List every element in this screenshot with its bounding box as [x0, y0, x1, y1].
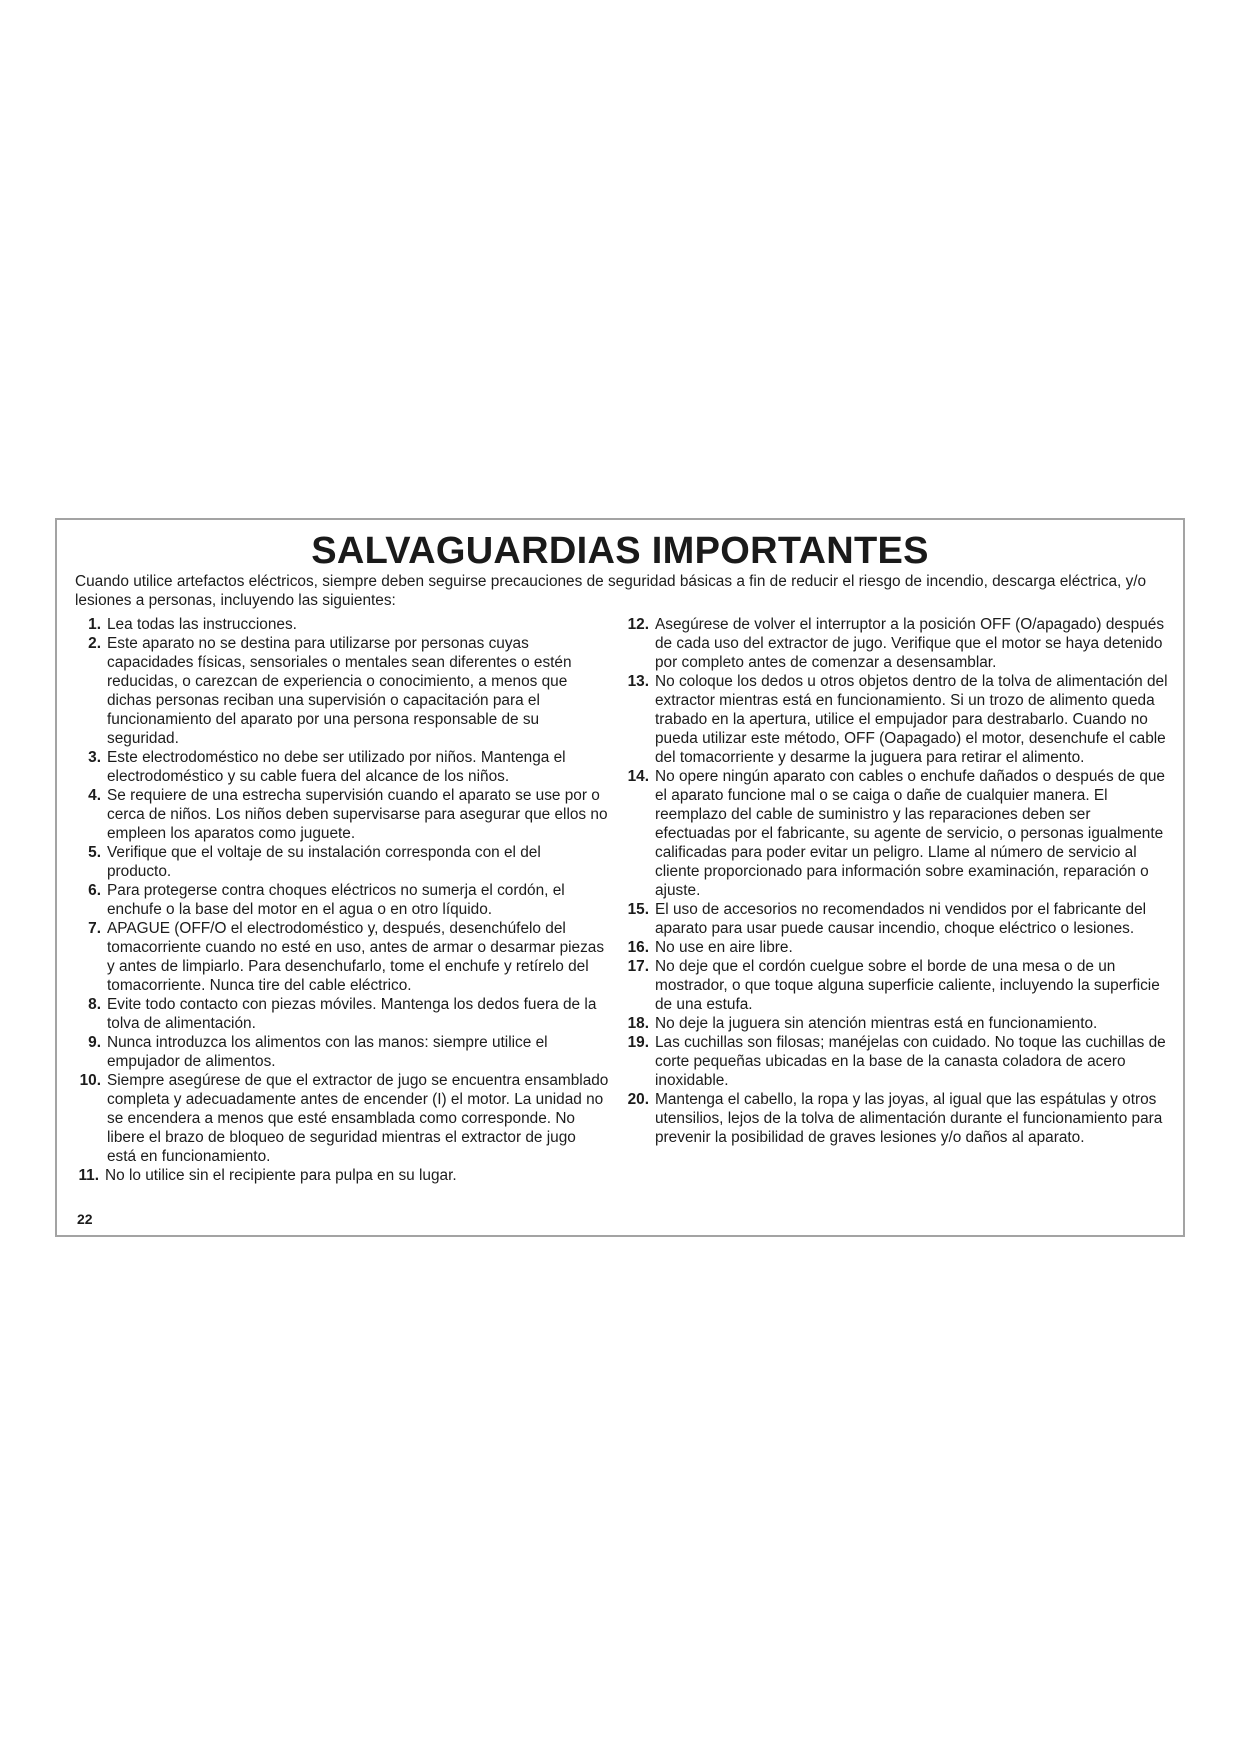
intro-paragraph: Cuando utilice artefactos eléctricos, siempre deben seguirse precauciones de seguridad básicas a fin de reducir el riesgo de incendio, descarga eléctrica, y/o lesiones a personas, incluyendo las siguientes:: [75, 573, 1147, 609]
list-item: [621, 1090, 1169, 1147]
item-number: 12.: [627, 616, 649, 633]
item-number: 19.: [627, 1034, 649, 1051]
list-item: [621, 615, 1169, 672]
item-text: Mantenga el cabello, la ropa y las joyas, al igual que las espátulas y otros utensilios, lejos de la tolva de alimentación durante el funcionamiento para prevenir la posibilidad de graves lesiones y/o daños al aparato.: [655, 1091, 1163, 1146]
list-item: [621, 767, 1169, 900]
item-text: No lo utilice sin el recipiente para pulpa en su lugar.: [105, 1167, 457, 1184]
item-text: Siempre asegúrese de que el extractor de jugo se encuentra ensamblado completa y adecuadamente antes de encender (I) el motor. La unidad no se encendera a menos que esté ensamblada como corresponde. No libere el brazo de bloqueo de seguridad mientras el extractor de jugo está en funcionamiento.: [107, 1072, 609, 1165]
list-item: [73, 615, 609, 634]
list-item: [73, 634, 609, 748]
item-number: 20.: [627, 1091, 649, 1108]
item-number: 11.: [78, 1167, 99, 1184]
list-item: [73, 1166, 609, 1185]
item-number: 17.: [627, 958, 649, 975]
list-item: [621, 1033, 1169, 1090]
item-number: 9.: [88, 1034, 101, 1051]
item-text: No coloque los dedos u otros objetos dentro de la tolva de alimentación del extractor mientras está en funcionamiento. Si un trozo de alimento queda trabado en la apertura, utilice el empujador para destrabarlo. Cuando no pueda utilizar este método, OFF (Oapagado) el motor, desenchufe el cable del tomacorriente y desarme la juguera para retirar el alimento.: [655, 673, 1168, 766]
item-number: 7.: [88, 920, 101, 937]
item-number: 14.: [627, 768, 649, 785]
item-text: APAGUE (OFF/O el electrodoméstico y, después, desenchúfelo del tomacorriente cuando no esté en uso, antes de armar o desarmar piezas y antes de limpiarlo. Para desenchufarlo, tome el enchufe y retírelo del tomacorriente. Nunca tire del cable eléctrico.: [107, 920, 605, 994]
item-number: 16.: [627, 939, 649, 956]
list-item: [73, 1033, 609, 1071]
list-item: [73, 1071, 609, 1166]
item-text: Se requiere de una estrecha supervisión cuando el aparato se use por o cerca de niños. Los niños deben supervisarse para asegurar que ellos no empleen los aparatos como juguete.: [107, 787, 608, 842]
list-item: [621, 938, 1169, 957]
item-number: 6.: [88, 882, 101, 899]
item-text: Este electrodoméstico no debe ser utilizado por niños. Mantenga el electrodoméstico y su cable fuera del alcance de los niños.: [107, 749, 566, 785]
item-text: Este aparato no se destina para utilizarse por personas cuyas capacidades físicas, sensoriales o mentales sean diferentes o estén reducidas, o carezcan de experiencia o conocimiento, a menos que dichas personas reciban una supervisión o capacitación para el funcionamiento del aparato por una persona responsable de su seguridad.: [107, 635, 572, 747]
item-text: El uso de accesorios no recomendados ni vendidos por el fabricante del aparato para usar puede causar incendio, choque eléctrico o lesiones.: [655, 901, 1147, 937]
item-text: No use en aire libre.: [655, 939, 793, 956]
item-text: Evite todo contacto con piezas móviles. Mantenga los dedos fuera de la tolva de alimentación.: [107, 996, 597, 1032]
item-text: No deje que el cordón cuelgue sobre el borde de una mesa o de un mostrador, o que toque alguna superficie caliente, incluyendo la superficie de una estufa.: [655, 958, 1160, 1013]
list-item: [73, 881, 609, 919]
item-number: 15.: [627, 901, 649, 918]
list-item: [621, 900, 1169, 938]
list-item: [621, 672, 1169, 767]
item-text: No opere ningún aparato con cables o enchufe dañados o después de que el aparato funcione mal o se caiga o dañe de cualquier manera. El reemplazo del cable de suministro y las reparaciones deben ser efectuadas por el fabricante, su agente de servicio, o personas igualmente calificadas para poder evitar un peligro. Llame al número de servicio al cliente proporcionado para información sobre examinación, reparación o ajuste.: [655, 768, 1165, 899]
item-number: 4.: [88, 787, 101, 804]
right-column: [621, 615, 1169, 1147]
item-number: 18.: [627, 1015, 649, 1032]
item-text: Para protegerse contra choques eléctricos no sumerja el cordón, el enchufe o la base del motor en el agua o en otro líquido.: [107, 882, 565, 918]
list-item: [73, 919, 609, 995]
page-title: SALVAGUARDIAS IMPORTANTES: [311, 530, 929, 572]
item-number: 8.: [88, 996, 101, 1013]
item-number: 10.: [79, 1072, 101, 1089]
item-number: 1.: [88, 616, 101, 633]
page-number: 22: [77, 1211, 93, 1227]
list-item: [73, 786, 609, 843]
item-text: Lea todas las instrucciones.: [107, 616, 297, 633]
safeguards-panel: [55, 518, 1185, 1237]
item-text: No deje la juguera sin atención mientras está en funcionamiento.: [655, 1015, 1098, 1032]
item-text: Las cuchillas son filosas; manéjelas con cuidado. No toque las cuchillas de corte pequeñas ubicadas en la base de la canasta coladora de acero inoxidable.: [655, 1034, 1166, 1089]
left-column: [73, 615, 609, 1185]
item-text: Asegúrese de volver el interruptor a la posición OFF (O/apagado) después de cada uso del extractor de jugo. Verifique que el motor se haya detenido por completo antes de comenzar a desensamblar.: [655, 616, 1165, 671]
list-item: [73, 843, 609, 881]
item-text: Nunca introduzca los alimentos con las manos: siempre utilice el empujador de alimentos.: [107, 1034, 548, 1070]
item-text: Verifique que el voltaje de su instalación corresponda con el del producto.: [107, 844, 541, 880]
list-item: [621, 1014, 1169, 1033]
item-number: 5.: [88, 844, 101, 861]
list-item: [621, 957, 1169, 1014]
item-number: 3.: [88, 749, 101, 766]
item-number: 13.: [627, 673, 649, 690]
list-item: [73, 995, 609, 1033]
list-item: [73, 748, 609, 786]
item-number: 2.: [88, 635, 101, 652]
